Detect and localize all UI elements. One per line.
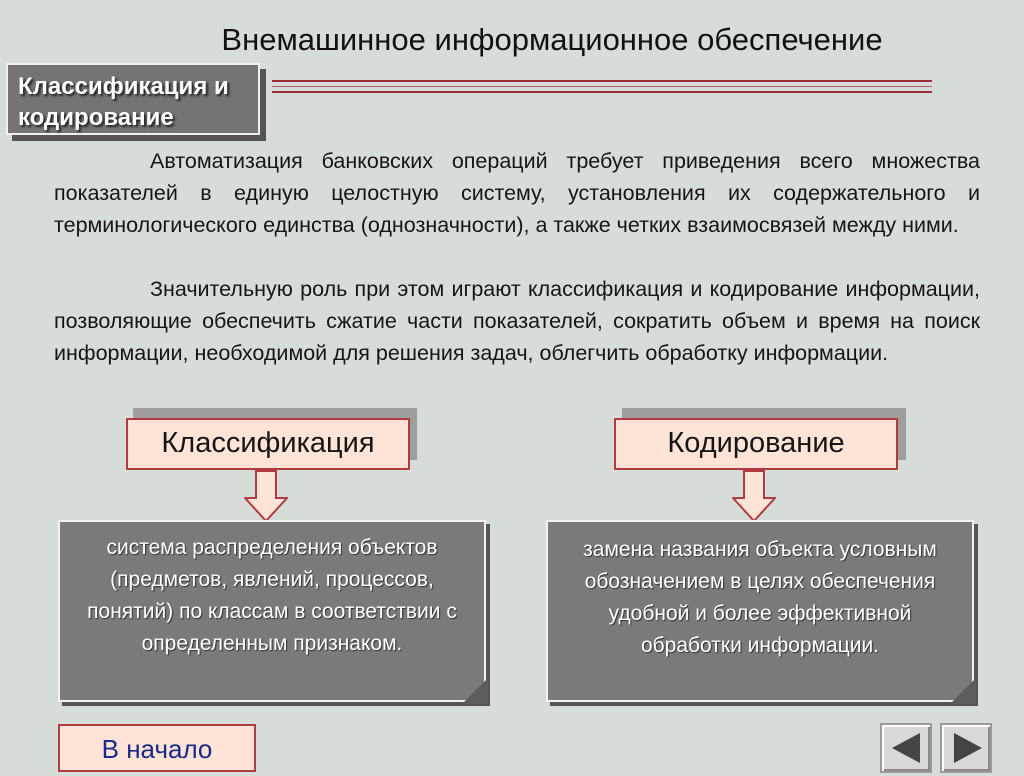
home-button[interactable]: В начало (58, 724, 256, 772)
section-label-line2: кодирование (18, 104, 174, 131)
paragraph-text: Значительную роль при этом играют классификация и кодирование информации, позволяющие обеспечить сжатие части показателей, сократить объем и время на поиск информации, необходимой для решения задач, облегчить обработку информации. (54, 277, 980, 365)
page-fold (462, 678, 488, 704)
coding-definition (546, 520, 974, 702)
concept-coding: Кодирование (614, 418, 898, 470)
page-fold (950, 678, 976, 704)
previous-slide-button[interactable] (880, 723, 932, 773)
concept-classification: Классификация (126, 418, 410, 470)
paragraph-automation (54, 145, 980, 241)
definition-text: система распределения объектов (предметов, явлений, процессов, понятий) по классам в соответствии с определенным признаком. (87, 536, 457, 655)
divider-line (272, 91, 932, 93)
section-label-box (6, 63, 260, 135)
divider-line (272, 86, 932, 87)
down-arrow-icon (732, 470, 776, 522)
slide-title: Внемашинное информационное обеспечение (221, 22, 883, 57)
classification-definition (58, 520, 486, 702)
paragraph-role (54, 273, 980, 369)
next-slide-button[interactable] (940, 723, 992, 773)
definition-text: замена названия объекта условным обозначением в целях обеспечения удобной и более эффективной обработки информации. (583, 538, 937, 657)
paragraph-text: Автоматизация банковских операций требует приведения всего множества показателей в единую целостную систему, установления их содержательного и терминологического единства (однозначности), а также четких взаимосвязей между ними. (54, 149, 980, 237)
divider-line (272, 80, 932, 82)
section-label-line1: Классификация и (18, 73, 229, 100)
triangle-right-icon (942, 725, 990, 771)
triangle-left-icon (882, 725, 930, 771)
down-arrow-icon (244, 470, 288, 522)
